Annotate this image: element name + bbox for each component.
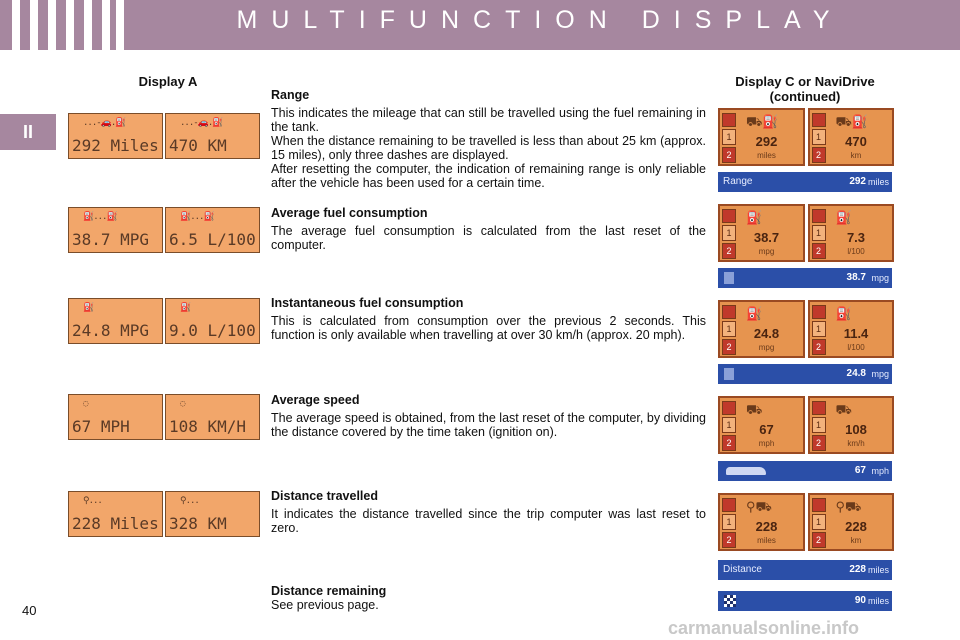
- car-speed-icon: ⛟: [746, 402, 763, 417]
- display-c-unit: mpg: [758, 247, 775, 256]
- display-a-row-average-consumption: [68, 207, 260, 253]
- section-paragraph: It indicates the distance travelled since the trip computer was last reset to zero.: [271, 507, 706, 535]
- navidrive-bar: [718, 560, 892, 580]
- lcd-value: 38.7 MPG: [72, 230, 150, 249]
- navidrive-bar-value: 67: [854, 465, 866, 476]
- display-c-panel: [718, 396, 805, 454]
- page-header: [0, 0, 960, 50]
- display-c-value: 292: [755, 134, 778, 149]
- header-stripe: [66, 0, 74, 50]
- section-paragraph: After resetting the computer, the indication of remaining range is only reliable after the vehicle has been used for a certain time.: [271, 162, 706, 190]
- section-title: Distance remaining: [271, 584, 387, 598]
- display-c-value: 7.3: [846, 230, 866, 245]
- fuel-icon: ...-🚗.⛽: [83, 118, 126, 128]
- checkered-flag-icon: [724, 595, 736, 607]
- display-a-row-instant-consumption: [68, 298, 260, 344]
- section-paragraph: When the distance remaining to be travelled is less than about 25 km (approx. 15 miles), only three dashes are displayed.: [271, 134, 706, 162]
- lcd-panel: [68, 491, 163, 537]
- lcd-panel: [68, 207, 163, 253]
- speed-icon: ◌: [180, 399, 185, 409]
- display-a-row-distance: [68, 491, 260, 537]
- section-average-speed: [271, 393, 706, 439]
- gear-indicator: 1 2: [812, 113, 826, 163]
- display-c-unit: km: [850, 536, 862, 545]
- car-fuel-icon: ⛟⛽: [835, 114, 869, 129]
- fuel-icon: ⛽: [83, 303, 94, 313]
- gear-indicator: 1 2: [812, 305, 826, 355]
- fuel-pump-icon: ⛽: [746, 210, 763, 225]
- fuel-icon: ...-🚗.⛽: [180, 118, 223, 128]
- gear-indicator: 1 2: [722, 113, 736, 163]
- section-title: Range: [271, 88, 310, 102]
- page-title: MULTIFUNCTION DISPLAY: [236, 6, 844, 34]
- section-paragraph: See previous page.: [271, 598, 379, 612]
- display-c-panel: [718, 204, 805, 262]
- display-c-panel: [718, 108, 805, 166]
- section-title: Distance travelled: [271, 489, 378, 503]
- display-c-panel: [808, 300, 895, 358]
- navidrive-bar-unit: miles: [867, 596, 889, 606]
- header-stripe: [102, 0, 110, 50]
- pin-car-icon: ⚲⛟: [835, 499, 862, 514]
- display-c-value: 108: [845, 422, 867, 437]
- display-c-unit: mpg: [758, 343, 775, 352]
- navidrive-bar-label: Range: [723, 176, 753, 187]
- navidrive-bar-unit: mpg: [871, 273, 889, 283]
- page-number: 40: [22, 603, 37, 618]
- gear-indicator: 1 2: [812, 209, 826, 259]
- gear-indicator: 1 2: [722, 401, 736, 451]
- section-average-consumption: [271, 206, 706, 252]
- fuel-pump-icon: ⛽: [835, 306, 852, 321]
- display-c-value: 228: [845, 519, 867, 534]
- speed-icon: ◌: [83, 399, 88, 409]
- lcd-panel: [68, 113, 163, 159]
- gear-indicator: 1 2: [812, 401, 826, 451]
- navidrive-bar: [718, 461, 892, 481]
- lcd-panel: [165, 207, 260, 253]
- display-c-unit: miles: [757, 536, 776, 545]
- display-c-panel: [808, 204, 895, 262]
- fuel-pump-icon: ⛽: [746, 306, 763, 321]
- fuel-pump-icon: [724, 272, 734, 284]
- display-c-row-instant-consumption: [718, 300, 894, 358]
- lcd-value: 67 MPH: [72, 417, 130, 436]
- display-a-row-average-speed: [68, 394, 260, 440]
- display-c-row-range: [718, 108, 894, 166]
- display-c-panel: [808, 108, 895, 166]
- navidrive-bar-value: 292: [849, 176, 866, 187]
- section-instant-consumption: [271, 296, 706, 342]
- gear-indicator: 1 2: [812, 498, 826, 548]
- display-c-row-average-speed: [718, 396, 894, 454]
- section-distance-remaining: [271, 584, 706, 612]
- display-a-row-range: [68, 113, 260, 159]
- car-icon: [726, 467, 766, 475]
- lcd-value: 108 KM/H: [169, 417, 247, 436]
- display-c-value: 11.4: [843, 326, 869, 341]
- lcd-panel: [165, 491, 260, 537]
- display-c-unit: mph: [758, 439, 775, 448]
- fuel-icon: ⛽...⛽: [83, 212, 117, 222]
- navidrive-bar: [718, 172, 892, 192]
- display-c-unit: miles: [757, 151, 776, 160]
- display-c-unit: km: [850, 151, 862, 160]
- fuel-pump-icon: [724, 368, 734, 380]
- car-speed-icon: ⛟: [835, 402, 852, 417]
- distance-icon: ⚲...: [83, 496, 102, 506]
- section-paragraph: The average fuel consumption is calculated from the last reset of the computer.: [271, 224, 706, 252]
- gear-indicator: 1 2: [722, 209, 736, 259]
- lcd-value: 9.0 L/100: [169, 321, 256, 340]
- fuel-icon: ⛽: [180, 303, 191, 313]
- gear-indicator: 1 2: [722, 305, 736, 355]
- header-stripe: [30, 0, 38, 50]
- watermark: carmanualsonline.info: [668, 618, 860, 638]
- gear-indicator: 1 2: [722, 498, 736, 548]
- distance-icon: ⚲...: [180, 496, 199, 506]
- lcd-value: 328 KM: [169, 514, 227, 533]
- lcd-value: 228 Miles: [72, 514, 159, 533]
- section-distance-travelled: [271, 489, 706, 535]
- display-c-title: Display C or NaviDrive (continued): [735, 74, 875, 104]
- section-paragraph: This indicates the mileage that can still be travelled using the fuel remaining in the tank.: [271, 106, 706, 134]
- lcd-panel: [68, 394, 163, 440]
- header-stripe: [12, 0, 20, 50]
- navidrive-bar-unit: miles: [867, 177, 889, 187]
- display-c-value: 228: [755, 519, 778, 534]
- section-title: Average speed: [271, 393, 360, 407]
- display-c-row-distance: [718, 493, 894, 551]
- display-c-panel: [718, 493, 805, 551]
- lcd-value: 24.8 MPG: [72, 321, 150, 340]
- display-c-panel: [808, 396, 895, 454]
- display-c-panel: [808, 493, 895, 551]
- lcd-panel: [68, 298, 163, 344]
- navidrive-bar-value: 90: [854, 595, 866, 606]
- display-c-unit: l/100: [847, 247, 865, 256]
- fuel-icon: ⛽...⛽: [180, 212, 214, 222]
- navidrive-bar-unit: miles: [867, 565, 889, 575]
- lcd-panel: [165, 113, 260, 159]
- lcd-panel: [165, 394, 260, 440]
- display-a-title: Display A: [138, 74, 198, 89]
- section-title: Average fuel consumption: [271, 206, 428, 220]
- display-c-value: 24.8: [753, 326, 780, 341]
- navidrive-bar-value: 24.8: [846, 368, 866, 379]
- fuel-pump-icon: ⛽: [835, 210, 852, 225]
- display-c-value: 470: [845, 134, 867, 149]
- header-stripe: [48, 0, 56, 50]
- navidrive-bar: [718, 268, 892, 288]
- navidrive-bar-value: 38.7: [846, 272, 866, 283]
- section-paragraph: This is calculated from consumption over the previous 2 seconds. This function is only available when travelling at over 30 km/h (approx. 20 mph).: [271, 314, 706, 342]
- lcd-panel: [165, 298, 260, 344]
- pin-car-icon: ⚲⛟: [746, 499, 772, 514]
- navidrive-bar-unit: mph: [871, 466, 889, 476]
- navidrive-bar-unit: mpg: [871, 369, 889, 379]
- section-title: Instantaneous fuel consumption: [271, 296, 464, 310]
- display-c-value: 38.7: [753, 230, 780, 245]
- display-c-row-average-consumption: [718, 204, 894, 262]
- chapter-tab: II: [0, 114, 56, 150]
- section-range: [271, 88, 706, 190]
- lcd-value: 470 KM: [169, 136, 227, 155]
- section-paragraph: The average speed is obtained, from the last reset of the computer, by dividing the distance covered by the time taken (ignition on).: [271, 411, 706, 439]
- display-c-panel: [718, 300, 805, 358]
- header-stripe: [116, 0, 124, 50]
- lcd-value: 292 Miles: [72, 136, 159, 155]
- navidrive-bar: [718, 364, 892, 384]
- display-c-value: 67: [759, 422, 774, 437]
- header-stripe: [84, 0, 92, 50]
- navidrive-bar-value: 228: [849, 564, 866, 575]
- car-fuel-icon: ⛟⛽: [746, 114, 779, 129]
- lcd-value: 6.5 L/100: [169, 230, 256, 249]
- display-c-unit: km/h: [847, 439, 865, 448]
- navidrive-bar-label: Distance: [723, 564, 762, 575]
- display-c-unit: l/100: [847, 343, 865, 352]
- navidrive-bar: [718, 591, 892, 611]
